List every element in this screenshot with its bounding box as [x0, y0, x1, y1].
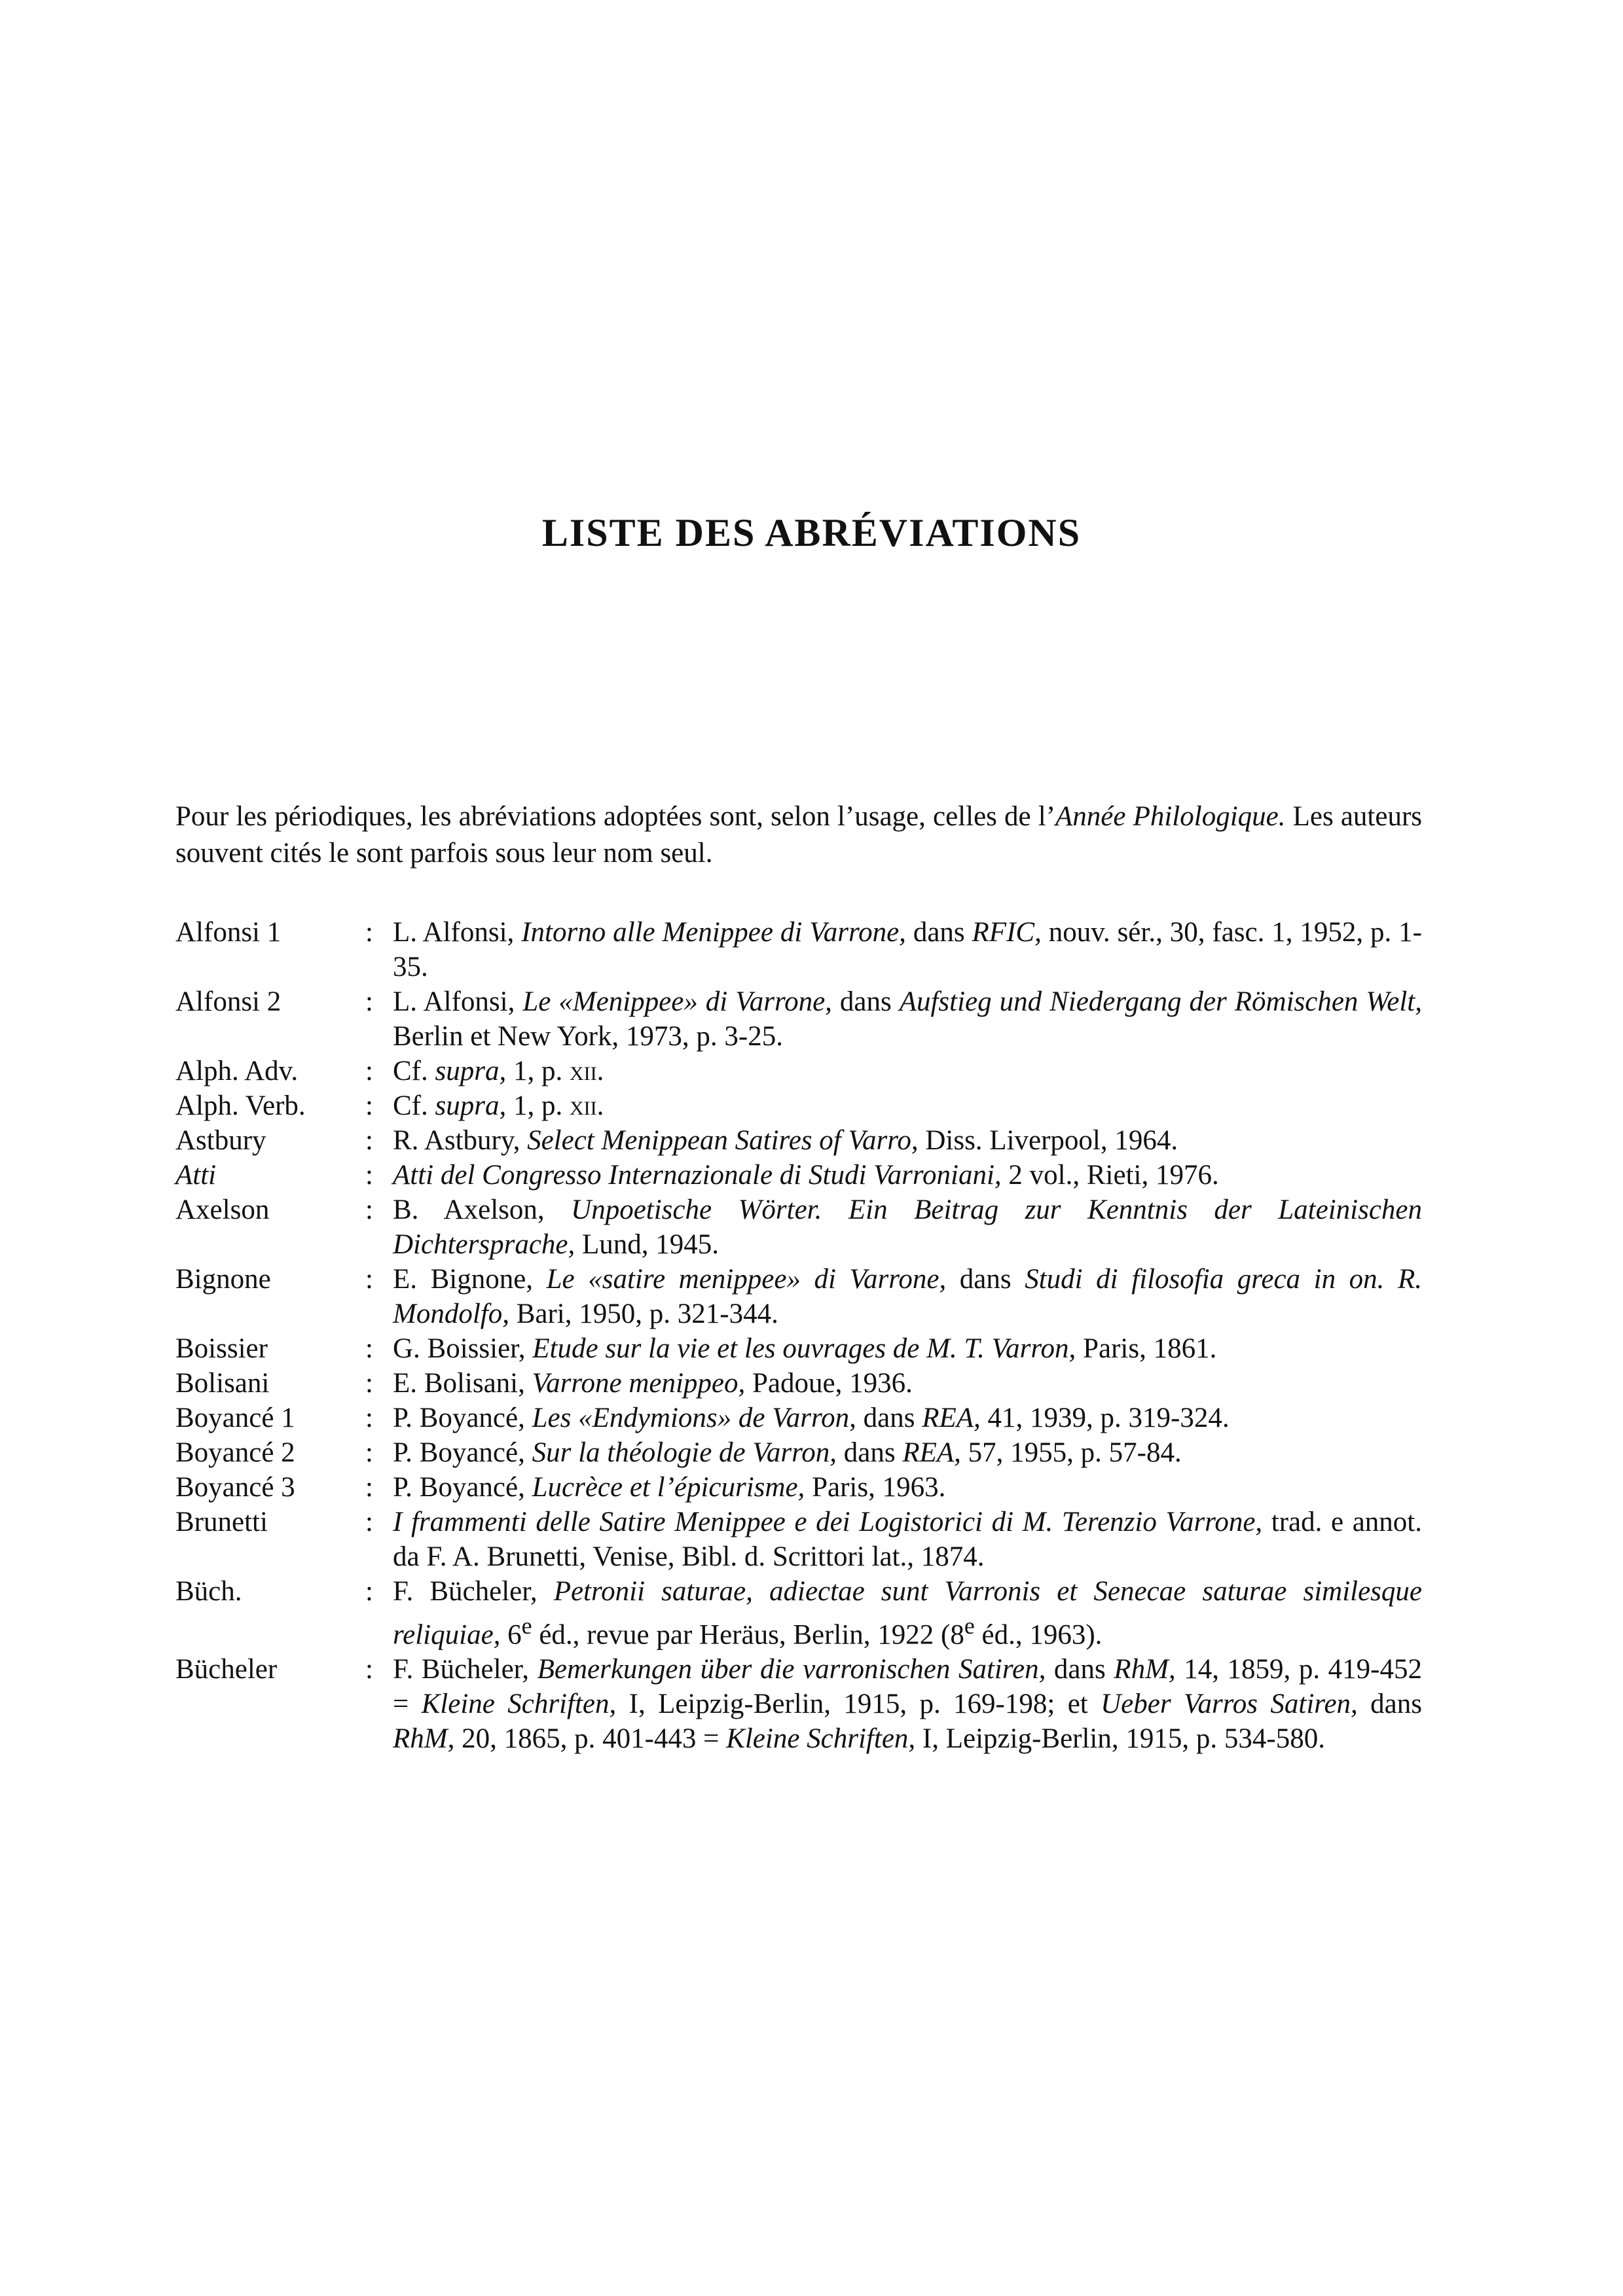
entry-reference: F. Bücheler, Petronii saturae, adiectae sunt Varronis et Senecae saturae similesque reliquiae, 6e éd., revue par Heräus, Berlin, 1922 (8e éd., 1963). [393, 1576, 1422, 1651]
entry-separator: : [365, 1194, 373, 1225]
intro-journal-title: Année Philologique. [1055, 801, 1286, 832]
entry-abbreviation: Büch. [175, 1576, 242, 1607]
list-item [175, 1470, 1422, 1505]
entry-reference: E. Bignone, Le «satire menippee» di Varrone, dans Studi di filosofia greca in on. R. Mondolfo, Bari, 1950, p. 321-344. [393, 1264, 1422, 1329]
entry-abbreviation: Boissier [175, 1333, 268, 1364]
intro-paragraph [175, 798, 1422, 872]
entry-separator: : [365, 1264, 373, 1295]
entry-reference: P. Boyancé, Les «Endymions» de Varron, dans REA, 41, 1939, p. 319-324. [393, 1403, 1230, 1433]
list-item [175, 1366, 1422, 1401]
entry-reference: Cf. supra, 1, p. xii. [393, 1090, 604, 1121]
entry-separator: : [365, 1576, 373, 1607]
list-item [175, 1652, 1422, 1756]
entry-reference: F. Bücheler, Bemerkungen über die varronischen Satiren, dans RhM, 14, 1859, p. 419-452 = Kleine Schriften, I, Leipzig-Berlin, 1915, p. 169-198; et Ueber Varros Satiren, dans RhM, 20, 1865, p. 401-443 = Kleine Schriften, I, Leipzig-Berlin, 1915, p. 534-580. [393, 1654, 1422, 1755]
entry-separator: : [365, 1403, 373, 1433]
entry-abbreviation: Axelson [175, 1194, 270, 1225]
entry-abbreviation: Boyancé 1 [175, 1403, 295, 1433]
list-item [175, 1193, 1422, 1262]
intro-text: Les auteurs souvent cités le sont parfois sous leur nom seul. [175, 801, 1423, 869]
entry-separator: : [365, 1507, 373, 1537]
entry-reference: B. Axelson, Unpoetische Wörter. Ein Beitrag zur Kenntnis der Lateinischen Dichtersprache, Lund, 1945. [393, 1194, 1422, 1260]
entry-abbreviation: Alfonsi 1 [175, 917, 282, 948]
entry-separator: : [365, 1090, 373, 1121]
abbreviation-list [175, 915, 1422, 1756]
entry-reference: L. Alfonsi, Le «Menippee» di Varrone, dans Aufstieg und Niedergang der Römischen Welt, Berlin et New York, 1973, p. 3-25. [393, 986, 1422, 1052]
entry-abbreviation: Boyancé 3 [175, 1472, 295, 1503]
entry-separator: : [365, 917, 373, 948]
entry-reference: L. Alfonsi, Intorno alle Menippee di Varrone, dans RFIC, nouv. sér., 30, fasc. 1, 1952, p. 1-35. [393, 917, 1422, 982]
entry-separator: : [365, 986, 373, 1017]
entry-abbreviation: Bücheler [175, 1654, 278, 1685]
entry-abbreviation: Alph. Verb. [175, 1090, 306, 1121]
entry-abbreviation: Alfonsi 2 [175, 986, 282, 1017]
entry-abbreviation: Brunetti [175, 1507, 268, 1537]
list-item [175, 984, 1422, 1054]
entry-separator: : [365, 1160, 373, 1191]
entry-abbreviation: Atti [175, 1160, 217, 1191]
list-item [175, 1123, 1422, 1158]
list-item [175, 1574, 1422, 1652]
entry-reference: P. Boyancé, Sur la théologie de Varron, dans REA, 57, 1955, p. 57-84. [393, 1437, 1182, 1468]
entry-reference: G. Boissier, Etude sur la vie et les ouvrages de M. T. Varron, Paris, 1861. [393, 1333, 1217, 1364]
entry-separator: : [365, 1056, 373, 1086]
page-title: LISTE DES ABRÉVIATIONS [541, 511, 1082, 554]
entry-abbreviation: Alph. Adv. [175, 1056, 299, 1086]
entry-separator: : [365, 1333, 373, 1364]
entry-abbreviation: Astbury [175, 1125, 266, 1156]
entry-separator: : [365, 1472, 373, 1503]
list-item [175, 1435, 1422, 1470]
entry-abbreviation: Bolisani [175, 1368, 270, 1399]
entry-reference: I frammenti delle Satire Menippee e dei Logistorici di M. Terenzio Varrone, trad. e annot. da F. A. Brunetti, Venise, Bibl. d. Scrittori lat., 1874. [393, 1507, 1422, 1572]
intro-text: Pour les périodiques, les abréviations adoptées sont, selon l’usage, celles de l’ [175, 801, 1056, 832]
entry-separator: : [365, 1437, 373, 1468]
entry-reference: P. Boyancé, Lucrèce et l’épicurisme, Paris, 1963. [393, 1472, 946, 1503]
list-item [175, 1505, 1422, 1574]
list-item [175, 1401, 1422, 1435]
list-item [175, 1262, 1422, 1331]
entry-reference: Atti del Congresso Internazionale di Studi Varroniani, 2 vol., Rieti, 1976. [393, 1160, 1219, 1191]
entry-separator: : [365, 1125, 373, 1156]
list-item [175, 1158, 1422, 1193]
entry-reference: Cf. supra, 1, p. xii. [393, 1056, 604, 1086]
entry-reference: E. Bolisani, Varrone menippeo, Padoue, 1936. [393, 1368, 913, 1399]
list-item [175, 1088, 1422, 1123]
entry-abbreviation: Boyancé 2 [175, 1437, 295, 1468]
list-item [175, 915, 1422, 984]
entry-separator: : [365, 1368, 373, 1399]
list-item [175, 1054, 1422, 1088]
entry-reference: R. Astbury, Select Menippean Satires of Varro, Diss. Liverpool, 1964. [393, 1125, 1178, 1156]
list-item [175, 1331, 1422, 1366]
entry-abbreviation: Bignone [175, 1264, 271, 1295]
entry-separator: : [365, 1654, 373, 1685]
